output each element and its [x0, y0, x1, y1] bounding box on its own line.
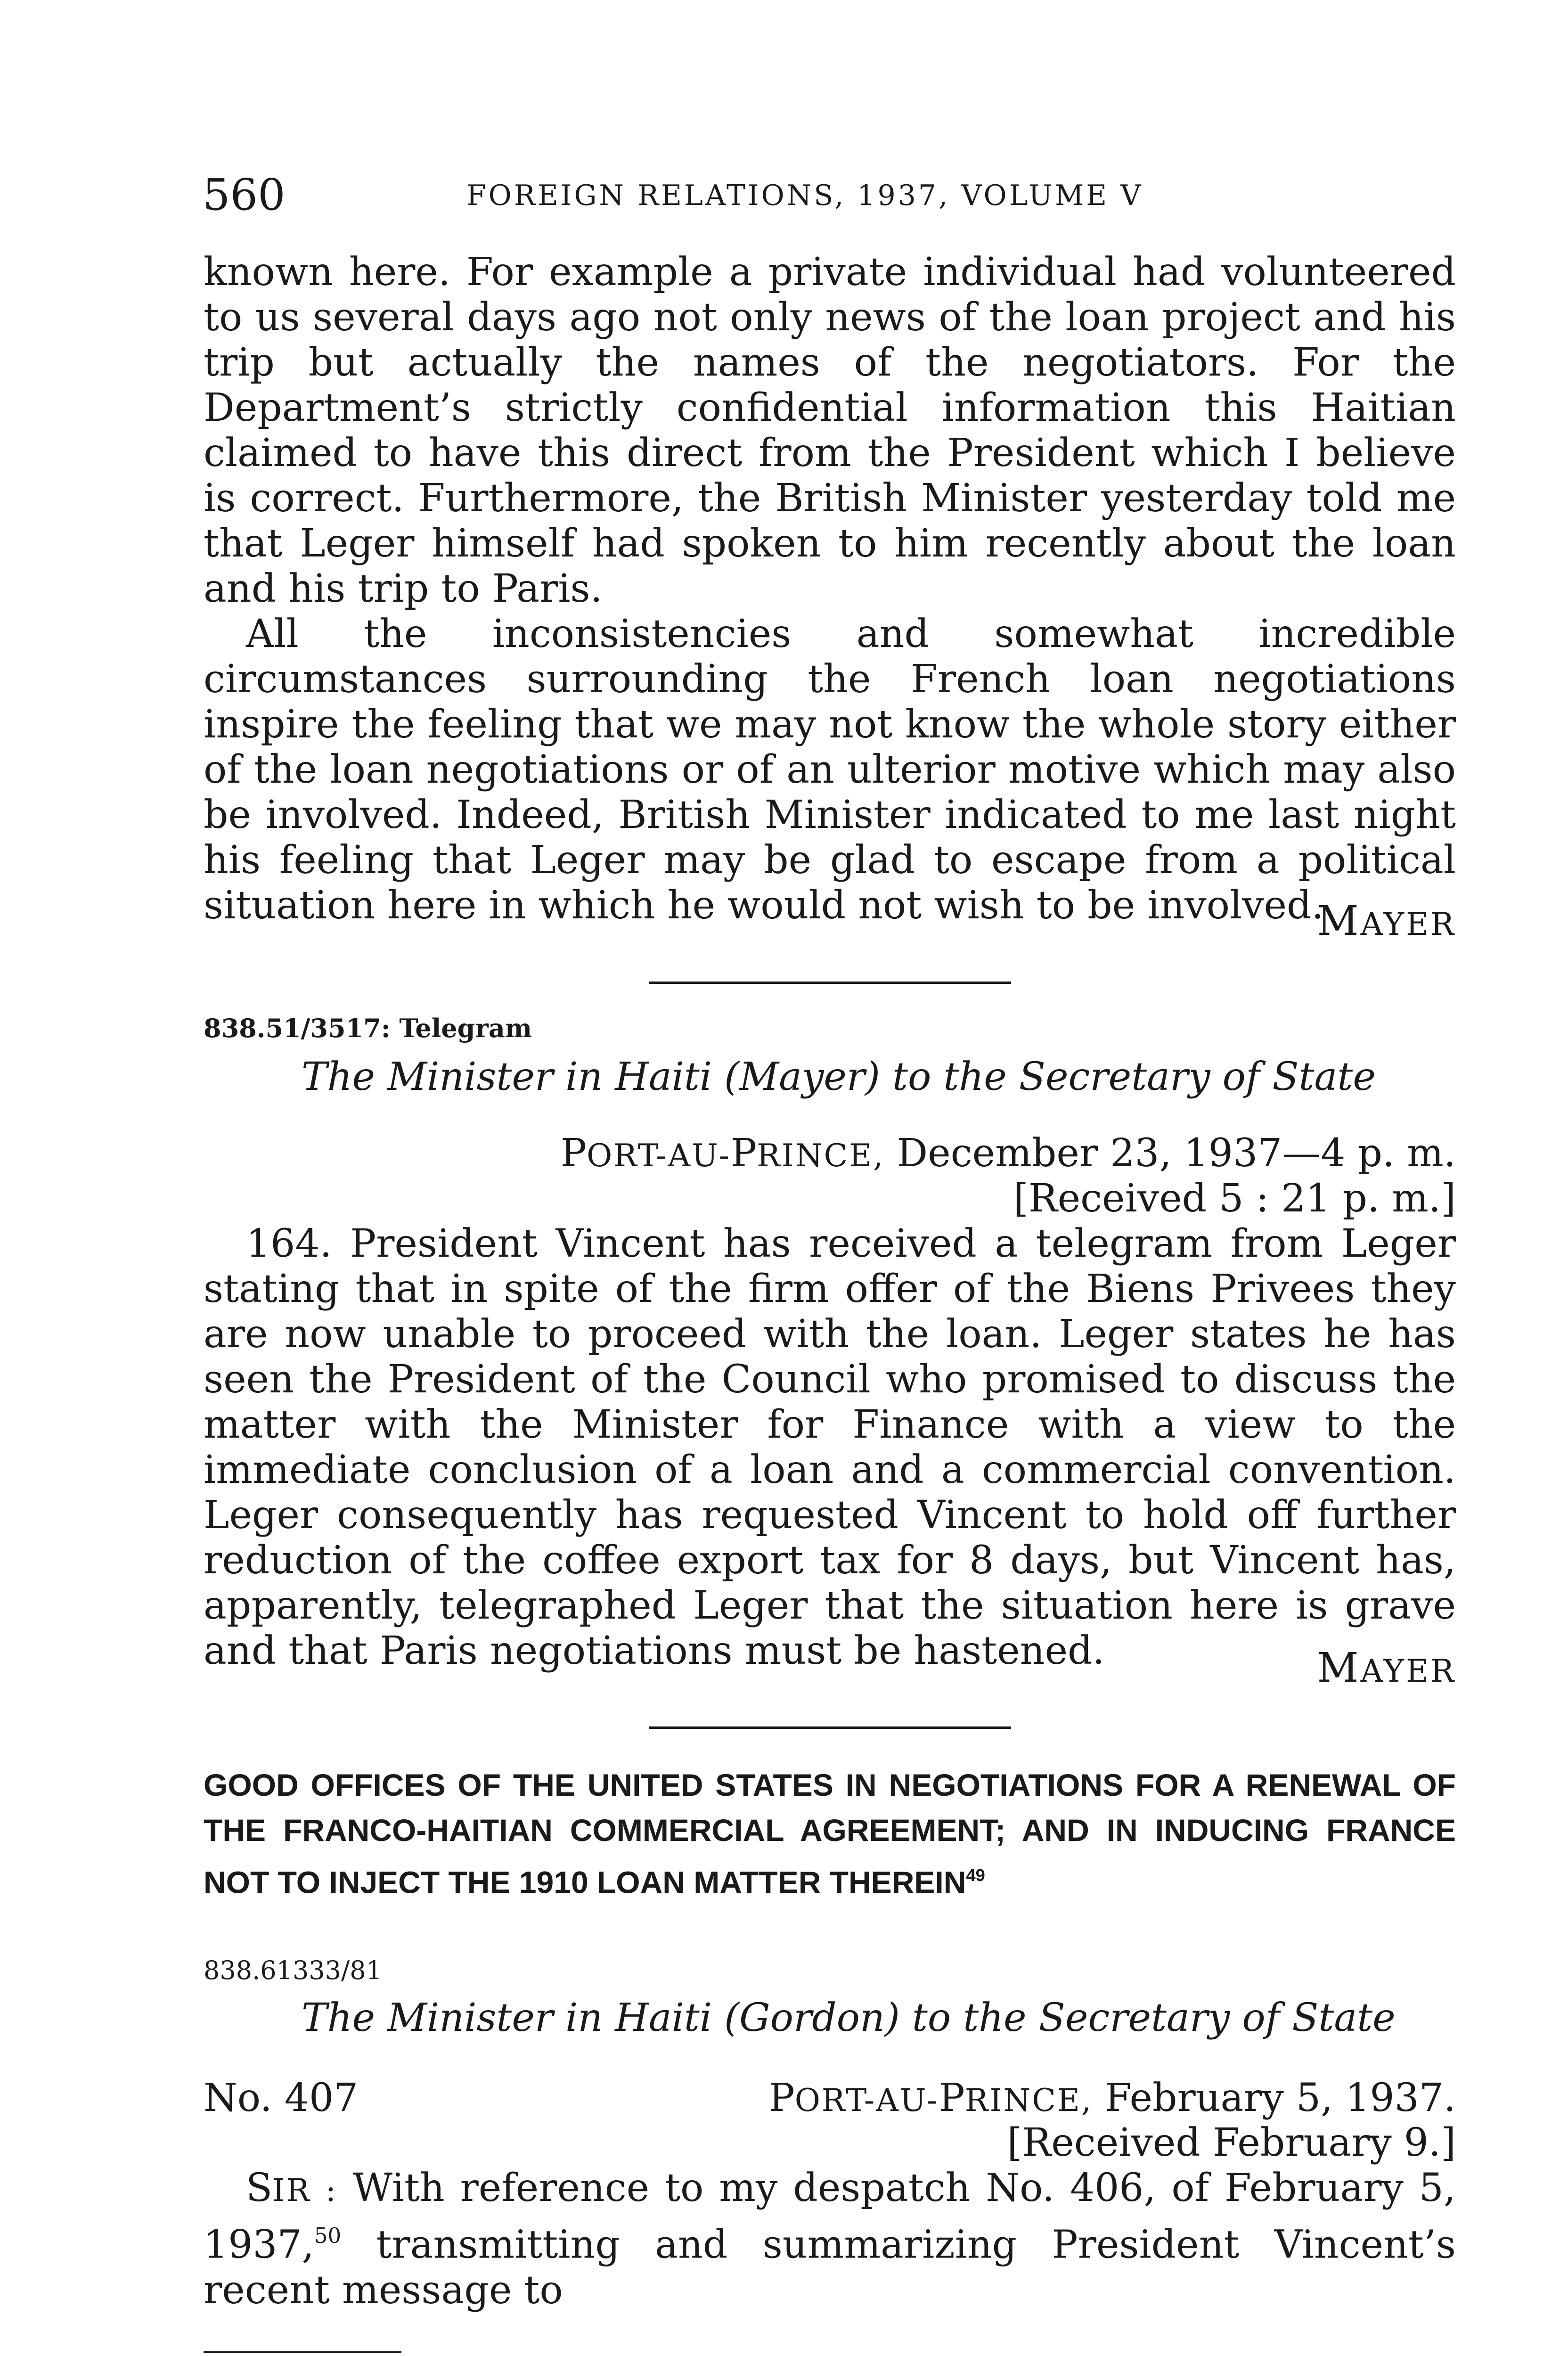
document-title-1: The Minister in Haiti (Mayer) to the Secretary of State — [302, 1055, 1376, 1099]
despatch-body — [204, 2166, 1456, 2313]
page-number: 560 — [203, 170, 286, 220]
telegram-paragraph-164: 164. President Vincent has received a telegram from Leger stating that in spite of the firm offer of the Biens Privees they are now unable to proceed with the loan. Leger states he has seen the President of the Council who promised to discuss the matter with the Minister for Finance with a view to the immediate conclusion of a loan and a commercial convention. Leger consequently has requested Vincent to hold off further reduction of the coffee export tax for 8 days, but Vincent has, apparently, telegraphed Leger that the situation here is grave and that Paris negotiations must be hastened. — [204, 1221, 1456, 1673]
dateline-2: PORT-AU-PRINCE, February 5, 1937. — [768, 2076, 1456, 2120]
document-title-2: The Minister in Haiti (Gordon) to the Secretary of State — [302, 1996, 1396, 2040]
signature-mayer-2: MAYER — [1317, 1644, 1456, 1692]
section-heading: GOOD OFFICES OF THE UNITED STATES IN NEGOTIATIONS FOR A RENEWAL OF THE FRANCO-HAITIAN COMMERCIAL AGREEMENT; AND IN INDUCING FRANCE NOT TO INJECT THE 1910 LOAN MATTER THEREIN$^{49}$ — [204, 1767, 1456, 1900]
file-number-1: 838.51/3517: Telegram — [204, 1013, 532, 1043]
telegram-body-1 — [204, 1221, 1456, 1674]
section-rule — [649, 982, 1011, 984]
continuation-block — [204, 250, 1456, 928]
running-header — [203, 170, 1456, 221]
footnote-rule — [204, 2351, 401, 2353]
received-line-2: [Received February 9.] — [1007, 2120, 1456, 2165]
file-number-2: 838.61333/81 — [204, 1955, 382, 1985]
continuation-paragraph-2: All the inconsistencies and somewhat incredible circumstances surrounding the French loan negotiations inspire the feeling that we may not know the whole story either of the loan negotiations or of an ulterior motive which may also be involved. Indeed, British Minister indicated to me last night his feeling that Leger may be glad to escape from a political situation here in which he would not wish to be involved. — [204, 612, 1456, 928]
received-line-1: [Received 5 : 21 p. m.] — [1013, 1176, 1456, 1221]
despatch-number: No. 407 — [204, 2076, 359, 2120]
despatch-paragraph: SIR : With reference to my despatch No. 406, of February 5, 1937,50 transmitting and summarizing President Vincent’s recent message to — [204, 2166, 1456, 2313]
running-title: FOREIGN RELATIONS, 1937, VOLUME V — [466, 179, 1143, 212]
continuation-paragraph-1: known here. For example a private individual had volunteered to us several days ago not only news of the loan project and his trip but actually the names of the negotiators. For the Department’s strictly confidential information this Haitian claimed to have this direct from the President which I believe is correct. Furthermore, the British Minister yesterday told me that Leger himself had spoken to him recently about the loan and his trip to Paris. — [204, 250, 1456, 611]
signature-mayer-1: MAYER — [1317, 898, 1456, 945]
dateline-1: PORT-AU-PRINCE, December 23, 1937—4 p. m. — [560, 1131, 1456, 1176]
section-rule-2 — [649, 1726, 1011, 1729]
